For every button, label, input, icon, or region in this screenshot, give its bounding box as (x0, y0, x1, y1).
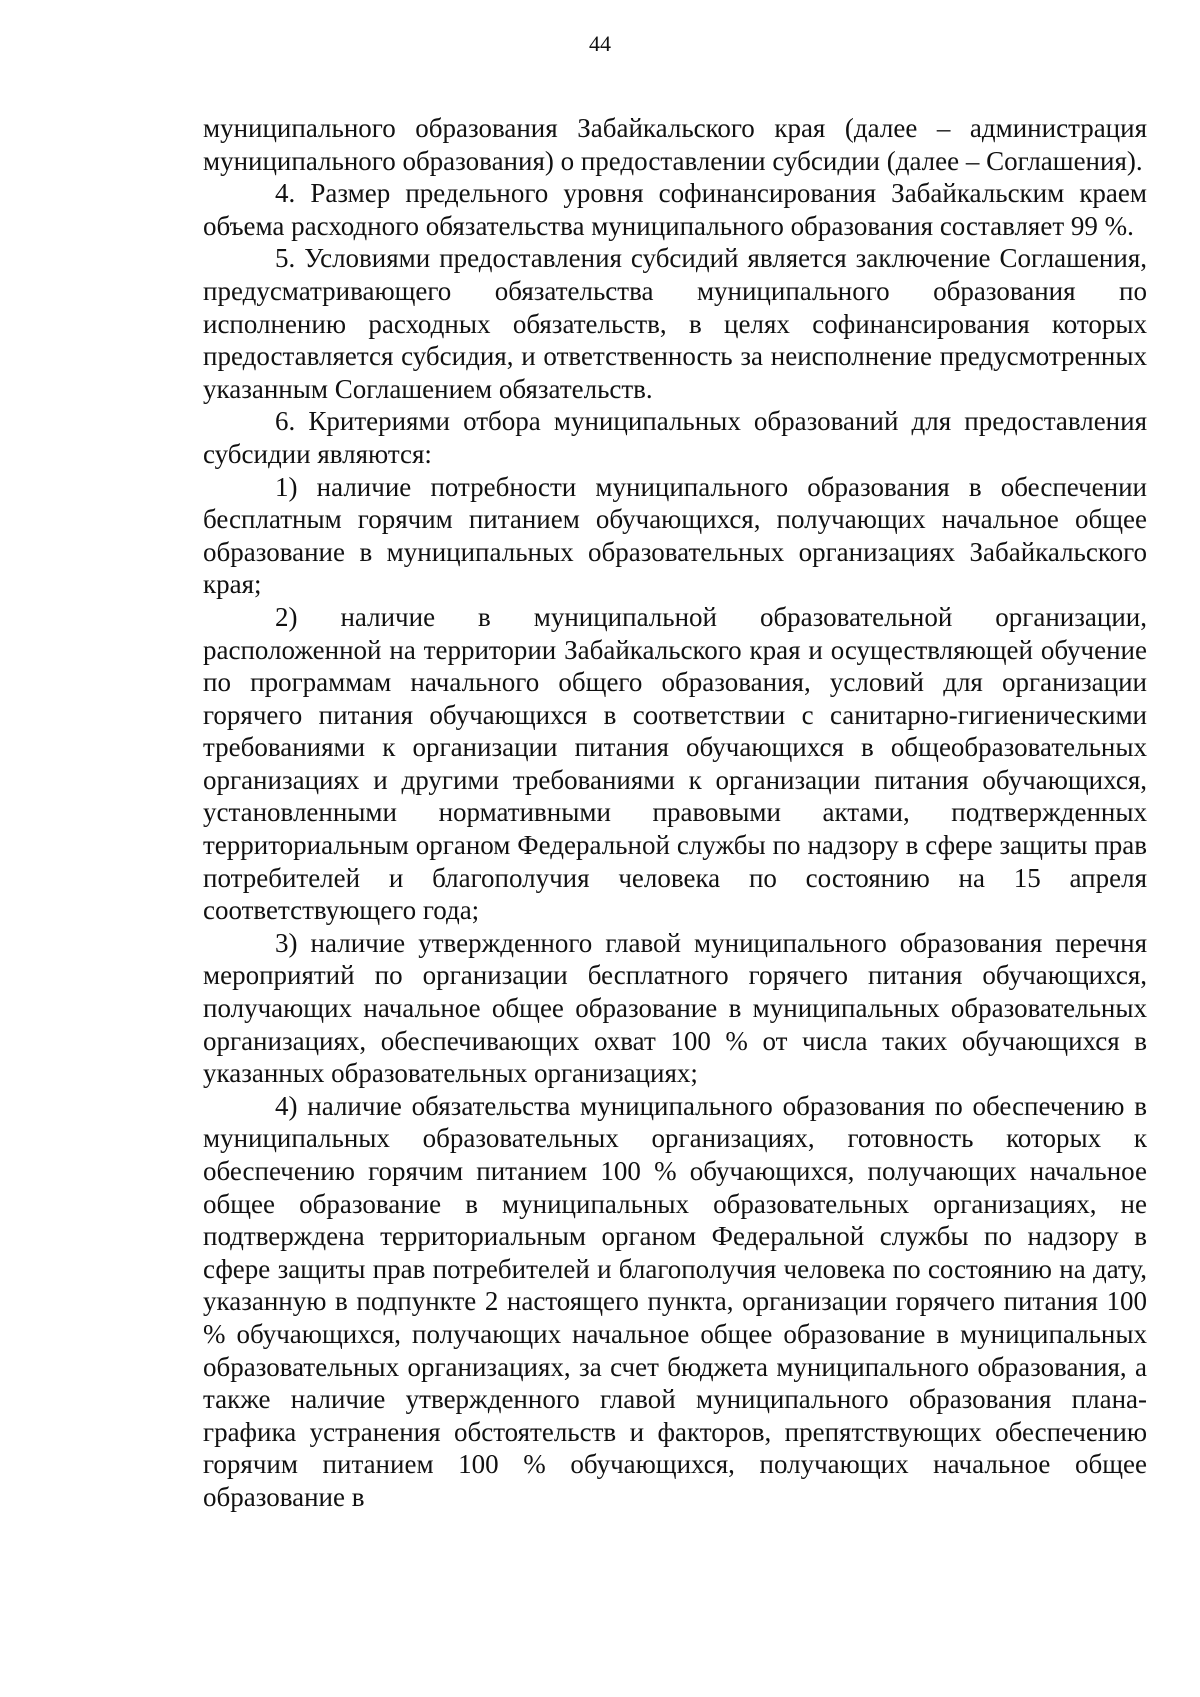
paragraph-continuation: муниципального образования Забайкальского края (далее – администрация муниципального образования) о предоставлении субсидии (далее – Соглашения). (203, 113, 1147, 176)
paragraph-item-4: 4. Размер предельного уровня софинансирования Забайкальским краем объема расходного обязательства муниципального образования составляет 99 %. (203, 178, 1147, 241)
paragraph-item-6: 6. Критериями отбора муниципальных образований для предоставления субсидии являются: (203, 406, 1147, 469)
paragraph-subitem-4: 4) наличие обязательства муниципального образования по обеспечению в муниципальных образовательных организациях, готовность которых к обеспечению горячим питанием 100 % обучающихся, получающих начальное общее образование в муниципальных образовательных организациях, не подтверждена территориальным органом Федеральной службы по надзору в сфере защиты прав потребителей и благополучия человека по состоянию на дату, указанную в подпункте 2 настоящего пункта, организации горячего питания 100 % обучающихся, получающих начальное общее образование в муниципальных образовательных организациях, за счет бюджета муниципального образования, а также наличие утвержденного главой муниципального образования плана-графика устранения обстоятельств и факторов, препятствующих обеспечению горячим питанием 100 % обучающихся, получающих начальное общее образование в (203, 1090, 1147, 1512)
paragraph-item-5: 5. Условиями предоставления субсидий является заключение Соглашения, предусматривающего обязательства муниципального образования по исполнению расходных обязательств, в целях софинансирования которых предоставляется субсидия, и ответственность за неисполнение предусмотренных указанным Соглашением обязательств. (203, 243, 1147, 404)
document-body (203, 112, 1147, 1514)
paragraph-subitem-1: 1) наличие потребности муниципального образования в обеспечении бесплатным горячим питанием обучающихся, получающих начальное общее образование в муниципальных образовательных организациях Забайкальского края; (203, 471, 1147, 600)
paragraph-subitem-2: 2) наличие в муниципальной образовательной организации, расположенной на территории Забайкальского края и осуществляющей обучение по программам начального общего образования, условий для организации горячего питания обучающихся в соответствии с санитарно-гигиеническими требованиями к организации питания обучающихся в общеобразовательных организациях и другими требованиями к организации питания обучающихся, установленными нормативными правовыми актами, подтвержденных территориальным органом Федеральной службы по надзору в сфере защиты прав потребителей и благополучия человека по состоянию на 15 апреля соответствующего года; (203, 601, 1147, 926)
paragraph-subitem-3: 3) наличие утвержденного главой муниципального образования перечня мероприятий по организации бесплатного горячего питания обучающихся, получающих начальное общее образование в муниципальных образовательных организациях, обеспечивающих охват 100 % от числа таких обучающихся в указанных образовательных организациях; (203, 927, 1147, 1089)
page-number: 44 (589, 31, 611, 56)
